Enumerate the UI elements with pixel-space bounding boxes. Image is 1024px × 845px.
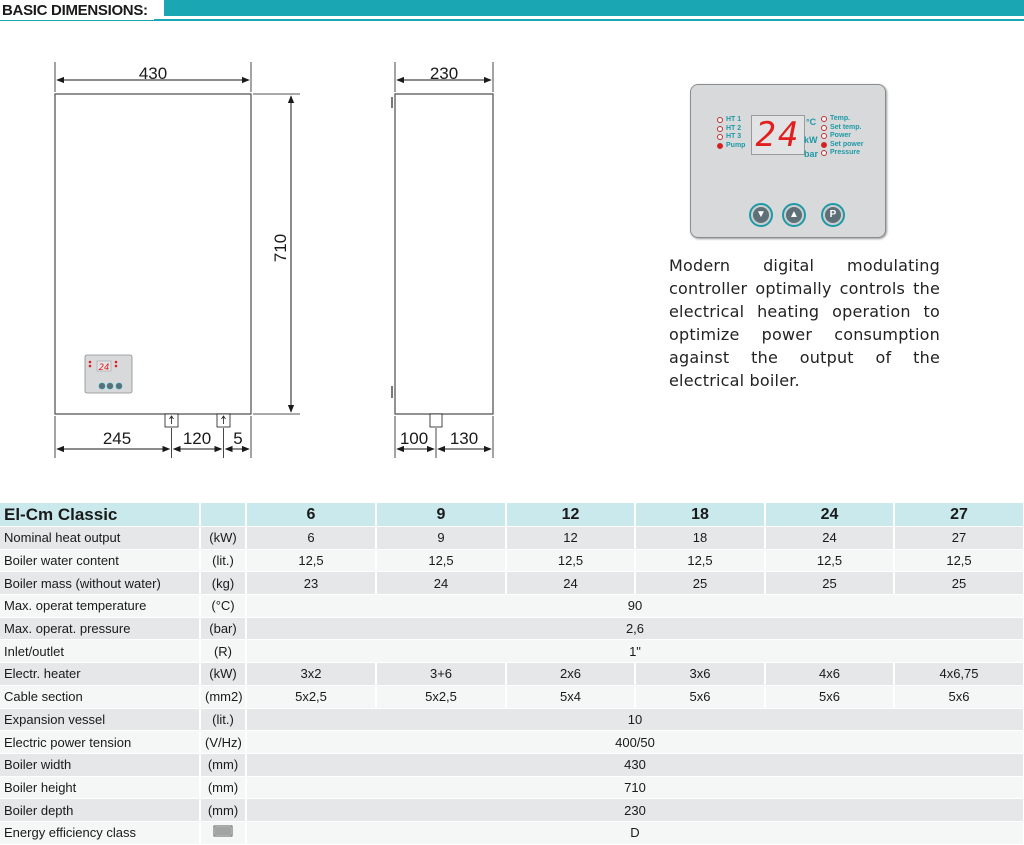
table-row <box>0 708 1024 731</box>
table-cell: 24 <box>765 527 894 550</box>
spec-table-body <box>0 503 1024 844</box>
column-header: 27 <box>894 503 1024 527</box>
unit-celsius: °C <box>806 117 817 127</box>
table-cell: 5x6 <box>894 685 1024 708</box>
row-label: Electric power tension <box>0 731 200 754</box>
table-cell: 12,5 <box>246 549 376 572</box>
led-ht1: HT 1 <box>717 116 745 125</box>
led-set-power: Set power <box>821 141 863 150</box>
model-name: El-Cm Classic <box>0 503 200 527</box>
table-cell: 4x6 <box>765 663 894 686</box>
table-cell: 3+6 <box>376 663 506 686</box>
table-cell: 9 <box>376 527 506 550</box>
led-indicator <box>821 150 827 156</box>
arrow-up-icon: ▲ <box>786 207 802 223</box>
row-label: Electr. heater <box>0 663 200 686</box>
table-cell: 12,5 <box>894 549 1024 572</box>
seven-segment-display: 24 <box>751 115 805 155</box>
boiler-side-outline <box>395 94 493 414</box>
row-label: Nominal heat output <box>0 527 200 550</box>
inlet-connector <box>165 414 178 427</box>
front-view <box>55 62 300 458</box>
table-row <box>0 527 1024 550</box>
table-cell: 12,5 <box>765 549 894 572</box>
row-unit: (lit.) <box>200 549 246 572</box>
arrow-down-icon: ▼ <box>753 207 769 223</box>
led-set-temp: Set temp. <box>821 124 863 133</box>
table-cell: 710 <box>246 776 1024 799</box>
column-header: 12 <box>506 503 635 527</box>
row-label: Inlet/outlet <box>0 640 200 663</box>
table-row <box>0 753 1024 776</box>
table-cell: 12,5 <box>635 549 765 572</box>
row-label: Boiler height <box>0 776 200 799</box>
led-indicator <box>717 134 723 140</box>
table-cell: 25 <box>635 572 765 595</box>
table-cell: D <box>246 821 1024 844</box>
table-row <box>0 640 1024 663</box>
table-cell: 5x4 <box>506 685 635 708</box>
table-row <box>0 595 1024 618</box>
column-header: 24 <box>765 503 894 527</box>
side-view <box>392 62 493 458</box>
unit-kw: kW <box>804 135 818 145</box>
side-width-value: 230 <box>429 64 459 83</box>
table-cell: 23 <box>246 572 376 595</box>
row-unit: (R) <box>200 640 246 663</box>
table-cell: 6 <box>246 527 376 550</box>
row-label: Max. operat. pressure <box>0 617 200 640</box>
table-cell: 2x6 <box>506 663 635 686</box>
table-row <box>0 617 1024 640</box>
table-row <box>0 685 1024 708</box>
table-cell: 10 <box>246 708 1024 731</box>
table-cell: 4x6,75 <box>894 663 1024 686</box>
row-label: Boiler depth <box>0 799 200 822</box>
down-button[interactable] <box>749 203 773 227</box>
program-button[interactable] <box>821 203 845 227</box>
radiator-icon <box>213 825 233 837</box>
led-indicator <box>717 126 723 132</box>
table-row <box>0 663 1024 686</box>
row-unit: (kW) <box>200 663 246 686</box>
table-cell: 3x2 <box>246 663 376 686</box>
table-cell: 24 <box>376 572 506 595</box>
spec-table <box>0 503 1024 845</box>
table-cell: 5x2,5 <box>376 685 506 708</box>
row-label: Boiler mass (without water) <box>0 572 200 595</box>
row-unit: (mm) <box>200 776 246 799</box>
led-temp: Temp. <box>821 115 863 124</box>
left-led-group <box>717 116 745 150</box>
row-label: Boiler water content <box>0 549 200 572</box>
led-indicator-on <box>717 143 723 149</box>
mini-controller-icon <box>85 355 132 393</box>
table-row <box>0 799 1024 822</box>
boiler-front-outline <box>55 94 251 414</box>
table-cell: 400/50 <box>246 731 1024 754</box>
row-label: Boiler width <box>0 753 200 776</box>
led-ht3: HT 3 <box>717 133 745 142</box>
row-unit: (lit.) <box>200 708 246 731</box>
front-height-value: 710 <box>271 233 290 263</box>
table-cell: 90 <box>246 595 1024 618</box>
header-spacer <box>200 503 246 527</box>
led-ht2: HT 2 <box>717 125 745 134</box>
led-indicator <box>821 133 827 139</box>
table-cell: 1" <box>246 640 1024 663</box>
table-cell: 5x6 <box>635 685 765 708</box>
table-row <box>0 572 1024 595</box>
table-cell: 25 <box>894 572 1024 595</box>
row-unit: (V/Hz) <box>200 731 246 754</box>
led-indicator <box>717 117 723 123</box>
table-header-row <box>0 503 1024 527</box>
row-unit <box>200 821 246 844</box>
table-row <box>0 549 1024 572</box>
led-indicator-on <box>821 142 827 148</box>
row-label: Energy efficiency class <box>0 821 200 844</box>
led-indicator <box>821 125 827 131</box>
row-label: Expansion vessel <box>0 708 200 731</box>
row-unit: (mm2) <box>200 685 246 708</box>
offset-left-value: 245 <box>102 429 132 448</box>
outlet-connector <box>217 414 230 427</box>
offset-mid-value: 120 <box>182 429 212 448</box>
table-cell: 5x2,5 <box>246 685 376 708</box>
section-title: BASIC DIMENSIONS: <box>0 0 154 20</box>
row-unit: (kW) <box>200 527 246 550</box>
table-cell: 430 <box>246 753 1024 776</box>
table-cell: 12 <box>506 527 635 550</box>
row-unit: (°C) <box>200 595 246 618</box>
row-unit: (mm) <box>200 753 246 776</box>
led-indicator <box>821 116 827 122</box>
table-cell: 18 <box>635 527 765 550</box>
column-header: 18 <box>635 503 765 527</box>
row-unit: (bar) <box>200 617 246 640</box>
table-cell: 12,5 <box>506 549 635 572</box>
table-row <box>0 731 1024 754</box>
controller-description: Modern digital modulating controller optimally controls the electrical heating operation to optimize power consumption against the output of the electrical boiler. <box>669 256 940 390</box>
row-unit: (mm) <box>200 799 246 822</box>
table-cell: 27 <box>894 527 1024 550</box>
table-cell: 2,6 <box>246 617 1024 640</box>
row-label: Cable section <box>0 685 200 708</box>
row-label: Max. operat temperature <box>0 595 200 618</box>
table-cell: 3x6 <box>635 663 765 686</box>
side-connector <box>430 414 442 427</box>
led-pressure: Pressure <box>821 149 863 158</box>
up-button[interactable] <box>782 203 806 227</box>
front-width-value: 430 <box>138 64 168 83</box>
column-header: 9 <box>376 503 506 527</box>
side-front-gap-value: 100 <box>399 429 429 448</box>
side-back-gap-value: 130 <box>449 429 479 448</box>
svg-text:24: 24 <box>98 363 110 373</box>
offset-right-value: 5 <box>233 429 243 448</box>
table-cell: 5x6 <box>765 685 894 708</box>
table-cell: 25 <box>765 572 894 595</box>
led-power: Power <box>821 132 863 141</box>
table-row <box>0 821 1024 844</box>
row-unit: (kg) <box>200 572 246 595</box>
led-pump: Pump <box>717 142 745 151</box>
digital-controller <box>690 84 886 238</box>
table-cell: 24 <box>506 572 635 595</box>
program-p-icon: P <box>825 207 841 223</box>
table-cell: 230 <box>246 799 1024 822</box>
table-cell: 12,5 <box>376 549 506 572</box>
unit-bar: bar <box>804 149 819 159</box>
right-led-group <box>821 115 863 158</box>
column-header: 6 <box>246 503 376 527</box>
table-row <box>0 776 1024 799</box>
